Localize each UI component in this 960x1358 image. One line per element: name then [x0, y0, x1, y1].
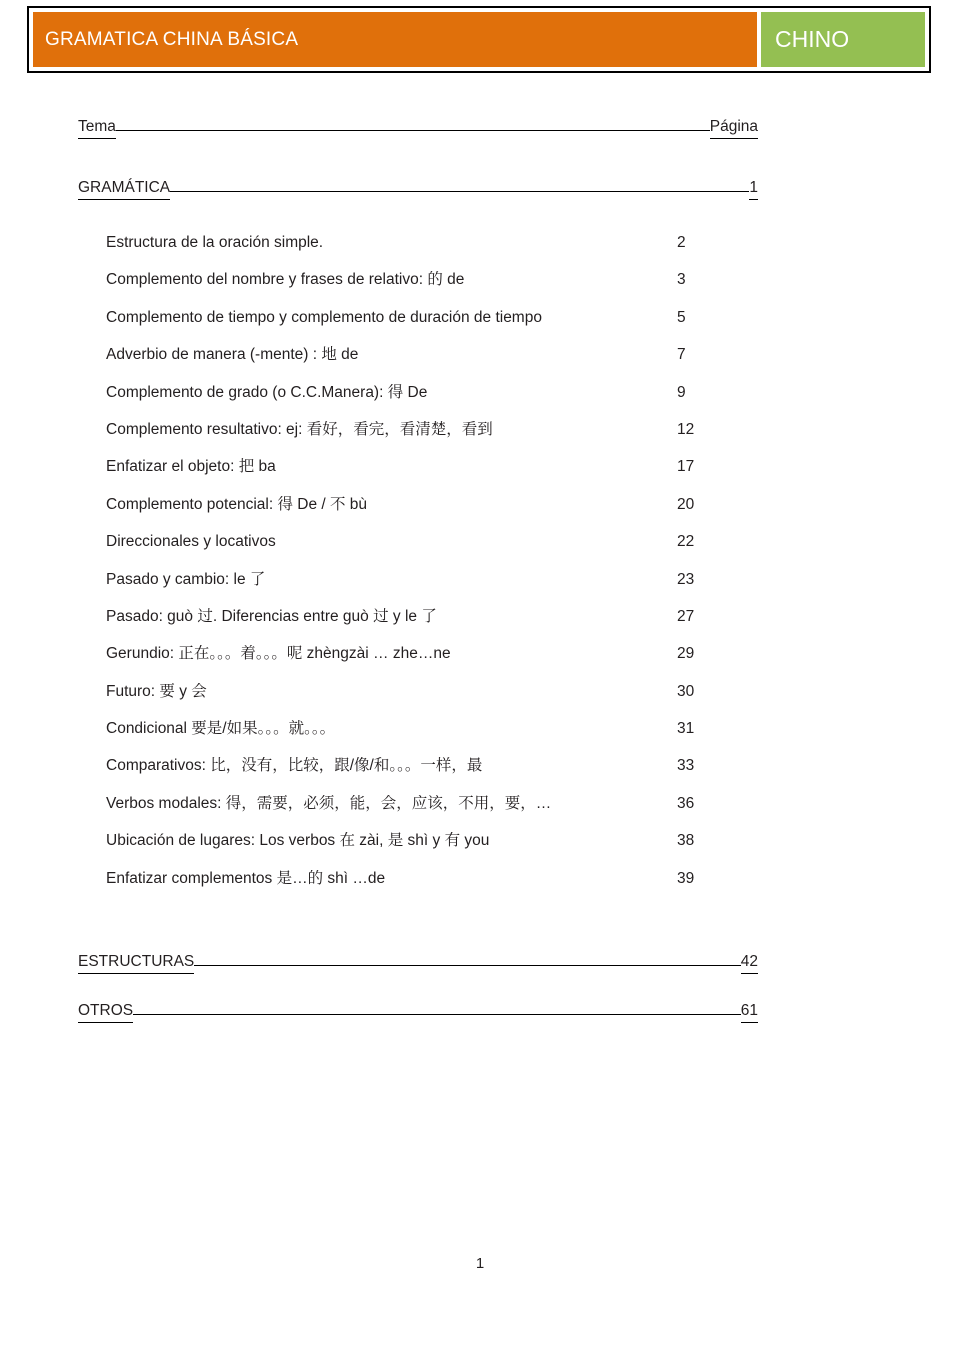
toc-entry-page: 17: [677, 458, 695, 476]
document-title: GRAMATICA CHINA BÁSICA: [45, 28, 299, 50]
toc-entry-page: 33: [677, 757, 695, 775]
bullet-square-icon: [78, 877, 106, 883]
toc-entry-label: Complemento potencial: 得 De / 不 bù: [106, 495, 368, 513]
language-tag: CHINO: [775, 26, 850, 52]
toc-section-otros[interactable]: [78, 1002, 758, 1023]
toc-entry-page: 30: [677, 682, 695, 700]
toc-section-page: 61: [741, 1002, 758, 1023]
toc-entry-page: 2: [677, 234, 686, 251]
spacer: [78, 907, 758, 953]
bullet-square-icon: [78, 278, 106, 284]
bullet-square-icon: [78, 839, 106, 845]
toc-entry-label: Complemento de tiempo y complemento de duración de tiempo: [106, 308, 542, 326]
bullet-square-icon: [78, 391, 106, 397]
toc-entry-page: 22: [677, 533, 695, 551]
toc-header-rule: [116, 128, 710, 131]
bullet-square-icon: [78, 652, 106, 658]
toc-entry-label: Pasado y cambio: le 了: [106, 570, 266, 588]
toc-entry[interactable]: [78, 421, 758, 458]
toc-entry[interactable]: [78, 757, 758, 794]
footer-page-number: 1: [475, 1255, 485, 1272]
toc-entry[interactable]: [78, 384, 758, 421]
toc-section-rule: [133, 1012, 741, 1015]
toc-item-list: [78, 234, 758, 907]
toc-entry-page: 20: [677, 495, 695, 513]
toc-entry-label: Futuro: 要 y 会: [106, 682, 207, 700]
bullet-square-icon: [78, 465, 106, 471]
toc-section-page: 1: [749, 179, 758, 200]
toc-entry-page: 12: [677, 420, 695, 438]
spacer: [78, 974, 758, 1002]
bullet-square-icon: [78, 727, 106, 733]
toc-section-rule: [194, 963, 740, 966]
document-header-banner: [27, 6, 931, 73]
toc-entry[interactable]: [78, 870, 758, 907]
bullet-square-icon: [78, 615, 106, 621]
toc-section-estructuras[interactable]: [78, 953, 758, 974]
toc-entry-page: 3: [677, 271, 686, 289]
banner-tag-block: [761, 12, 925, 67]
bullet-square-icon: [78, 503, 106, 509]
bullet-square-icon: [78, 578, 106, 584]
toc-entry-page: 38: [677, 832, 695, 850]
bullet-square-icon: [78, 764, 106, 770]
toc-entry-page: 39: [677, 869, 695, 887]
toc-entry[interactable]: [78, 795, 758, 832]
toc-entry-label: Enfatizar complementos 是…的 shì …de: [106, 869, 386, 887]
toc-entry[interactable]: [78, 458, 758, 495]
toc-entry[interactable]: [78, 234, 758, 271]
toc-entry-label: Complemento del nombre y frases de relativo: 的 de: [106, 271, 465, 289]
toc-entry-label: Complemento resultativo: ej: 看好，看完，看清楚，看到: [106, 420, 493, 438]
toc-section-label: OTROS: [78, 1002, 133, 1023]
toc-entry-page: 27: [677, 607, 695, 625]
toc-entry-label: Direccionales y locativos: [106, 533, 276, 551]
toc-entry-label: Estructura de la oración simple.: [106, 234, 324, 251]
toc-entry-page: 9: [677, 383, 686, 401]
toc-entry-label: Enfatizar el objeto: 把 ba: [106, 458, 276, 476]
toc-entry-page: 31: [677, 720, 695, 738]
toc-entry-page: 5: [677, 308, 686, 326]
toc-entry[interactable]: [78, 533, 758, 570]
toc-entry-label: Comparativos: 比，没有，比较，跟/像/和。。。一样，最: [106, 757, 483, 775]
toc-entry[interactable]: [78, 496, 758, 533]
toc-entry-label: Pasado: guò 过. Diferencias entre guò 过 y le 了: [106, 607, 437, 625]
toc-section-rule: [170, 189, 749, 192]
toc-section-page: 42: [741, 953, 758, 974]
toc-entry-page: 36: [677, 794, 695, 812]
bullet-square-icon: [78, 316, 106, 322]
bullet-square-icon: [78, 241, 106, 247]
toc-entry-page: 29: [677, 645, 695, 663]
bullet-square-icon: [78, 540, 106, 546]
toc-entry[interactable]: [78, 271, 758, 308]
toc-entry[interactable]: [78, 645, 758, 682]
toc-section-gramatica[interactable]: [78, 179, 758, 200]
toc-entry[interactable]: [78, 309, 758, 346]
toc-header-pagina: Página: [710, 118, 758, 139]
toc-entry-label: Adverbio de manera (-mente) : 地 de: [106, 346, 359, 364]
bullet-square-icon: [78, 690, 106, 696]
toc-entry-label: Complemento de grado (o C.C.Manera): 得 De: [106, 383, 428, 401]
banner-title-block: [33, 12, 757, 67]
toc-entry[interactable]: [78, 346, 758, 383]
toc-entry[interactable]: [78, 832, 758, 869]
bullet-square-icon: [78, 802, 106, 808]
bullet-square-icon: [78, 428, 106, 434]
toc-entry-page: 7: [677, 346, 686, 364]
toc-entry-label: Condicional 要是/如果。。。就。。。: [106, 720, 336, 738]
toc-header-tema: Tema: [78, 118, 116, 139]
toc-entry[interactable]: [78, 683, 758, 720]
table-of-contents: [78, 118, 758, 1023]
bullet-square-icon: [78, 353, 106, 359]
toc-column-headers: [78, 118, 758, 139]
toc-entry-label: Gerundio: 正在。。。着。。。呢 zhèngzài … zhe…ne: [106, 645, 451, 663]
toc-entry-label: Verbos modales: 得，需要，必须，能，会，应该，不用，要，…: [106, 794, 552, 812]
toc-entry[interactable]: [78, 571, 758, 608]
toc-entry[interactable]: [78, 720, 758, 757]
toc-section-label: ESTRUCTURAS: [78, 953, 194, 974]
toc-entry[interactable]: [78, 608, 758, 645]
toc-entry-page: 23: [677, 570, 695, 588]
toc-section-label: GRAMÁTICA: [78, 179, 170, 200]
toc-entry-label: Ubicación de lugares: Los verbos 在 zài, 是 shì y 有 you: [106, 832, 490, 850]
